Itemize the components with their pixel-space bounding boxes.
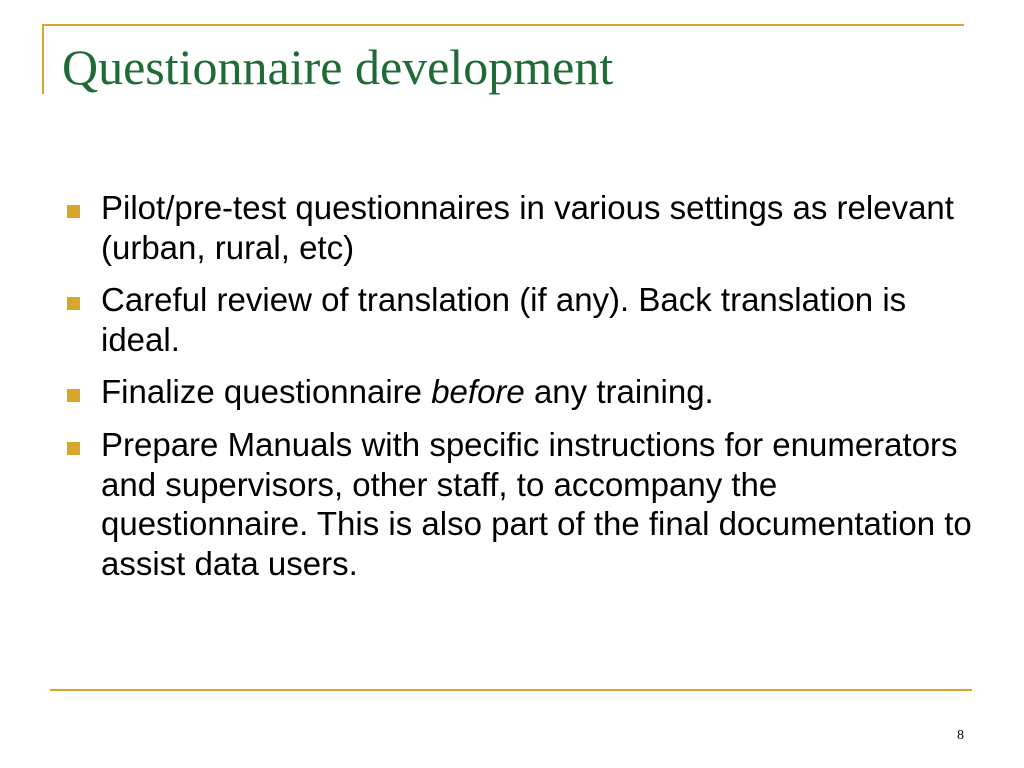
bullet-item	[64, 372, 974, 412]
slide-title: Questionnaire development	[62, 39, 614, 95]
bullet-list	[64, 188, 974, 596]
bullet-text: Pilot/pre-test questionnaires in various settings as relevant (urban, rural, etc)	[101, 189, 954, 266]
page-number: 8	[957, 728, 964, 743]
square-bullet-icon	[67, 442, 80, 455]
bullet-text-tail: any training.	[524, 373, 714, 411]
title-frame-left-rule	[42, 24, 44, 94]
bullet-item	[64, 188, 974, 267]
bullet-text: Careful review of translation (if any). Back translation is ideal.	[101, 281, 907, 358]
bullet-item	[64, 425, 974, 583]
bullet-text: Prepare Manuals with specific instructions for enumerators and supervisors, other staff, to accompany the questionnaire. This is also part of the final documentation to assist data users.	[101, 425, 972, 582]
bullet-item	[64, 280, 974, 359]
bullet-emphasis: before	[431, 373, 525, 411]
footer-rule	[50, 689, 972, 691]
square-bullet-icon	[67, 297, 80, 310]
bullet-text-lead: Finalize questionnaire	[101, 373, 432, 411]
title-frame-top-rule	[42, 24, 964, 26]
square-bullet-icon	[67, 205, 80, 218]
square-bullet-icon	[67, 389, 80, 402]
